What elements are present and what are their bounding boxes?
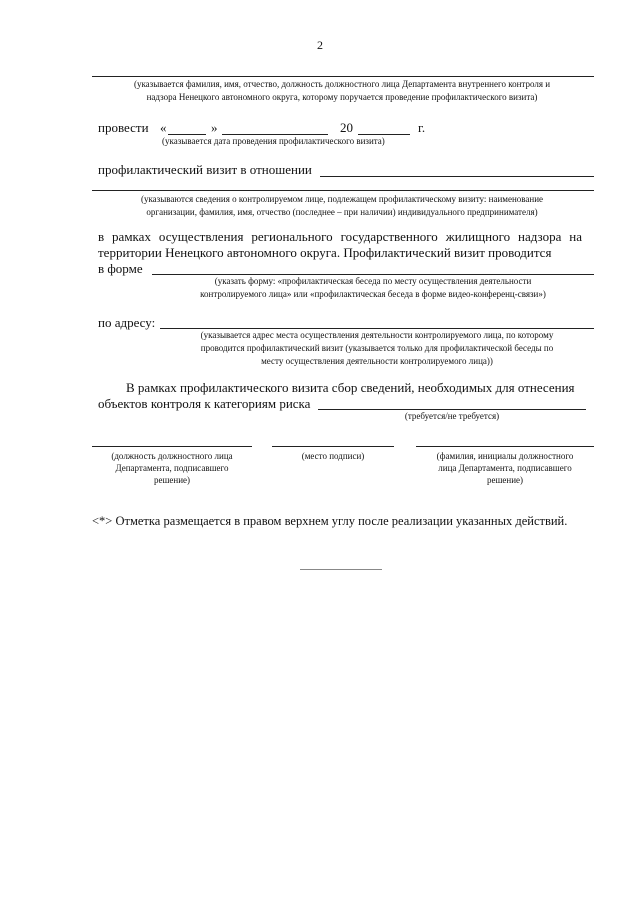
visit-label: профилактический визит в отношении xyxy=(98,162,312,177)
conduct-label: провести xyxy=(98,120,149,135)
info-caption: (требуется/не требуется) xyxy=(404,411,500,421)
form-caption-1: (указать форму: «профилактическая беседа по месту осуществления деятельности xyxy=(214,276,532,286)
official-caption-1: (указывается фамилия, имя, отчество, должность должностного лица Департамента внутреннего контроля и xyxy=(133,79,551,89)
info-line-2: объектов контроля к категориям риска xyxy=(98,396,311,411)
address-label: по адресу: xyxy=(98,315,156,330)
form-label: в форме xyxy=(98,261,143,276)
official-caption-2: надзора Ненецкого автономного округа, которому поручается проведение профилактического визита) xyxy=(146,92,538,102)
controlled-person-line[interactable] xyxy=(92,190,594,191)
info-line-1: В рамках профилактического визита сбор сведений, необходимых для отнесения xyxy=(126,380,575,395)
framework-line-1: в рамках осуществления регионального государственного жилищного надзора на xyxy=(98,229,582,244)
controlled-caption-1: (указываются сведения о контролируемом лице, подлежащем профилактическому визиту: наименование xyxy=(140,194,544,204)
signature-name-line[interactable] xyxy=(416,446,594,447)
framework-line-2: территории Ненецкого автономного округа. Профилактический визит проводится xyxy=(98,245,552,260)
signature-place-caption: (место подписи) xyxy=(301,451,365,461)
visit-target-field[interactable] xyxy=(320,176,594,177)
signature-position-caption: (должность должностного лица Департамента, подписавшего решение) xyxy=(111,451,233,485)
page-number: 2 xyxy=(317,38,323,52)
address-caption-2: проводится профилактический визит (указывается только для профилактической беседы по xyxy=(200,343,554,353)
signature-name-caption: (фамилия, инициалы должностного лица Департамента, подписавшего решение) xyxy=(436,451,574,485)
quote-close: » xyxy=(211,120,218,135)
footnote: <*> Отметка размещается в правом верхнем углу после реализации указанных действий. xyxy=(92,514,568,528)
signature-place-line[interactable] xyxy=(272,446,394,447)
year-suffix: г. xyxy=(418,120,426,135)
year-prefix: 20 xyxy=(340,120,353,135)
signature-position-line[interactable] xyxy=(92,446,252,447)
address-caption-1: (указывается адрес места осуществления деятельности контролируемого лица, по которому xyxy=(200,330,554,340)
official-name-line[interactable] xyxy=(92,76,594,77)
address-caption-3: месту осуществления деятельности контролируемого лица)) xyxy=(261,356,493,366)
date-caption: (указывается дата проведения профилактического визита) xyxy=(162,136,385,146)
quote-open: « xyxy=(160,120,167,135)
controlled-caption-2: организации, фамилия, имя, отчество (последнее – при наличии) индивидуального предпринимателя) xyxy=(146,207,538,217)
end-separator xyxy=(300,569,382,570)
form-caption-2: контролируемого лица» или «профилактическая беседа в форме видео-конференц-связи») xyxy=(200,289,546,299)
